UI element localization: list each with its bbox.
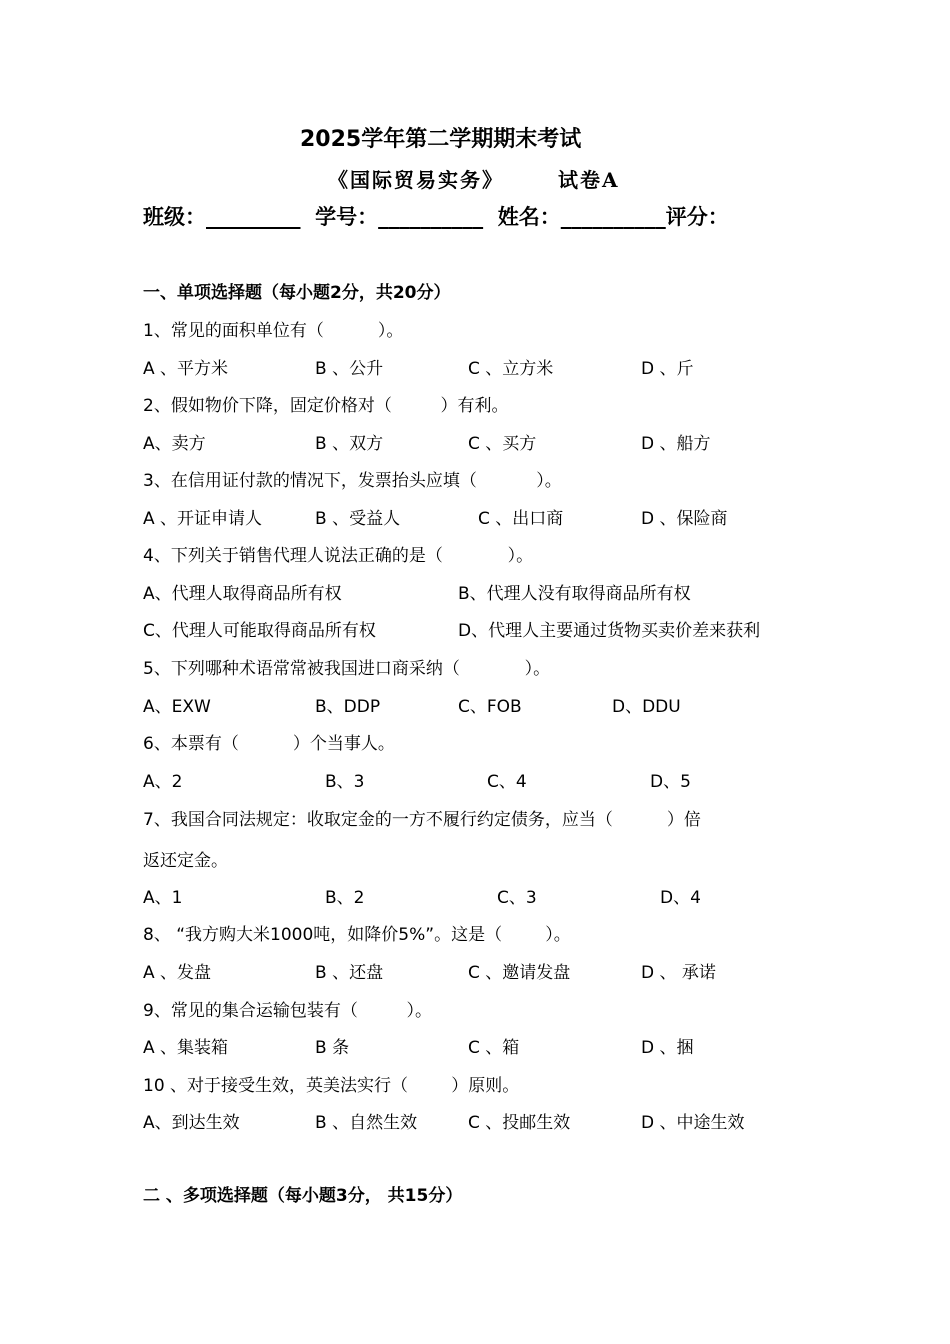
option-c: C、3 — [497, 888, 537, 908]
option-d: D 、捆 — [641, 1038, 694, 1058]
option-b: B 、还盘 — [315, 963, 384, 983]
option-c: C 、出口商 — [478, 509, 564, 529]
option-a: A、2 — [143, 772, 183, 792]
option-d: D、4 — [660, 888, 701, 908]
option-c: C 、邀请发盘 — [468, 963, 571, 983]
option-a: A、代理人取得商品所有权 — [143, 584, 342, 604]
option-b: B 条 — [315, 1038, 350, 1058]
option-a: A、到达生效 — [143, 1113, 240, 1133]
student-info-line: 班级：_________ 学号：__________ 姓名：__________评分： — [143, 205, 729, 229]
option-d: D 、保险商 — [641, 509, 728, 529]
option-b: B 、双方 — [315, 434, 384, 454]
question-stem: 1、常见的面积单位有（ ）。 — [143, 321, 404, 341]
option-c: C 、箱 — [468, 1038, 520, 1058]
question-stem-continued: 返还定金。 — [143, 851, 228, 871]
option-a: A、卖方 — [143, 434, 206, 454]
option-c: C、代理人可能取得商品所有权 — [143, 621, 376, 641]
question-stem: 4、下列关于销售代理人说法正确的是（ ）。 — [143, 546, 534, 566]
question-stem: 7、我国合同法规定：收取定金的一方不履行约定债务，应当（ ）倍 — [143, 810, 701, 830]
question-stem: 6、本票有（ ）个当事人。 — [143, 734, 395, 754]
exam-title: 2025学年第二学期期末考试 — [300, 127, 582, 152]
option-d: D 、船方 — [641, 434, 711, 454]
option-b: B 、公升 — [315, 359, 384, 379]
option-b: B 、自然生效 — [315, 1113, 418, 1133]
option-b: B 、受益人 — [315, 509, 401, 529]
option-c: C、FOB — [458, 697, 522, 717]
option-a: A、1 — [143, 888, 183, 908]
section-heading-single-choice: 一、单项选择题（每小题2分，共20分） — [143, 283, 451, 303]
option-d: D 、中途生效 — [641, 1113, 745, 1133]
question-stem: 9、常见的集合运输包装有（ ）。 — [143, 1001, 432, 1021]
option-c: C 、立方米 — [468, 359, 554, 379]
option-d: D、代理人主要通过货物买卖价差来获利 — [458, 621, 761, 641]
option-d: D 、斤 — [641, 359, 694, 379]
option-d: D、5 — [650, 772, 691, 792]
option-b: B、2 — [325, 888, 365, 908]
option-a: A 、发盘 — [143, 963, 212, 983]
option-c: C 、投邮生效 — [468, 1113, 571, 1133]
option-c: C 、买方 — [468, 434, 537, 454]
option-a: A 、开证申请人 — [143, 509, 263, 529]
question-stem: 5、下列哪种术语常常被我国进口商采纳（ ）。 — [143, 659, 551, 679]
course-name: 《国际贸易实务》 — [328, 168, 504, 192]
question-stem: 8、 “我方购大米1000吨，如降价5%”。这是（ ）。 — [143, 925, 571, 945]
option-a: A 、平方米 — [143, 359, 229, 379]
option-a: A、EXW — [143, 697, 211, 717]
section-heading-multiple-choice: 二 、多项选择题（每小题3分， 共15分） — [143, 1186, 463, 1206]
question-stem: 2、假如物价下降，固定价格对（ ）有利。 — [143, 396, 509, 416]
option-b: B、DDP — [315, 697, 381, 717]
paper-version: 试卷A — [558, 168, 620, 192]
question-stem: 10 、对于接受生效，英美法实行（ ）原则。 — [143, 1076, 520, 1096]
option-d: D、DDU — [612, 697, 681, 717]
option-c: C、4 — [487, 772, 527, 792]
option-a: A 、集装箱 — [143, 1038, 229, 1058]
question-stem: 3、在信用证付款的情况下，发票抬头应填（ ）。 — [143, 471, 562, 491]
option-b: B、代理人没有取得商品所有权 — [458, 584, 691, 604]
option-d: D 、 承诺 — [641, 963, 716, 983]
option-b: B、3 — [325, 772, 365, 792]
